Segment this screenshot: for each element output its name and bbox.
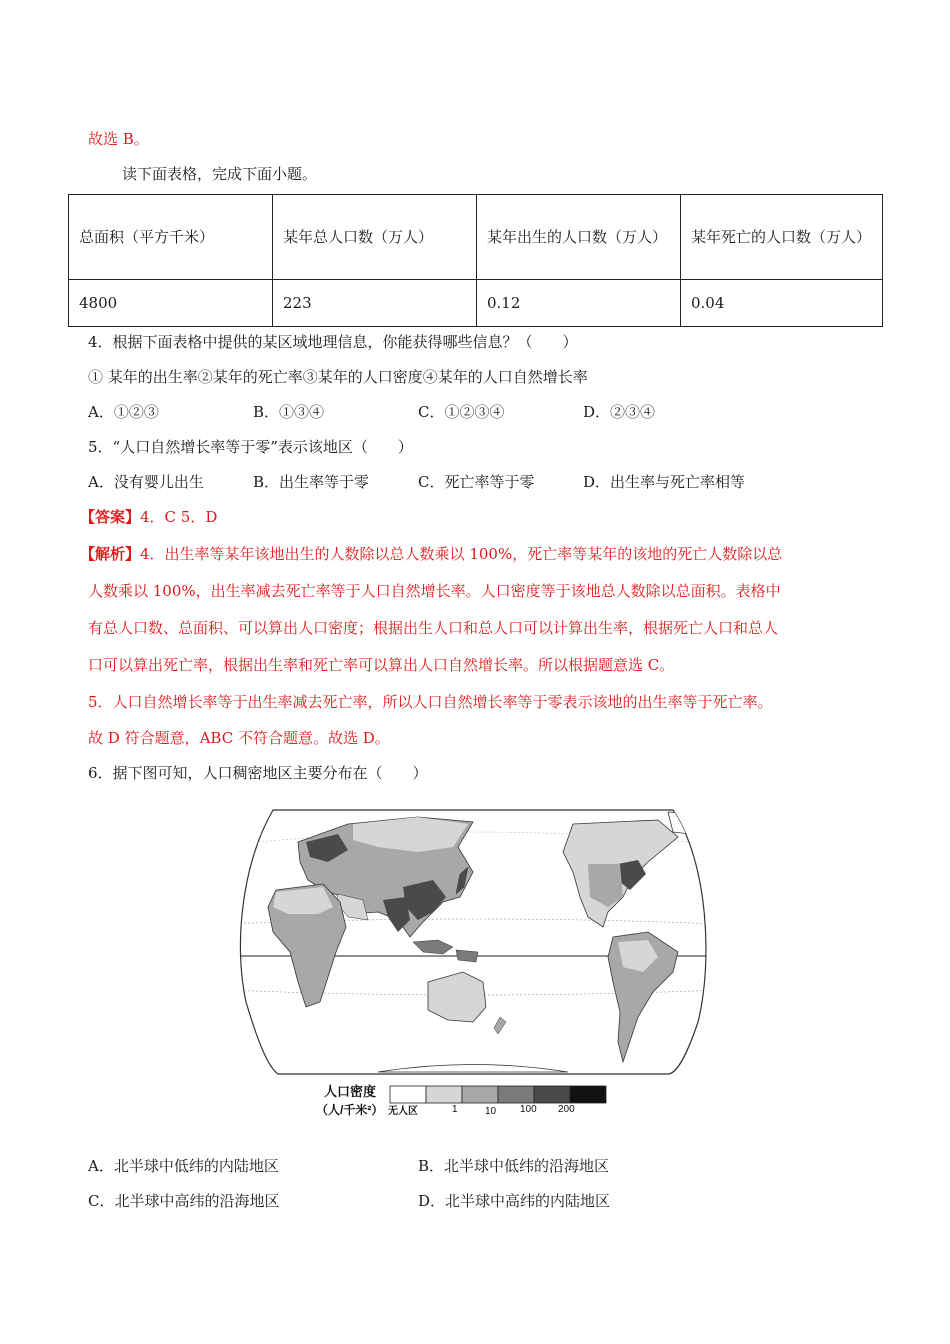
legend-title-2: （人/千米²）: [316, 1103, 384, 1117]
legend-label-10: 10: [485, 1106, 497, 1117]
answer-text: 4．C 5．D: [140, 508, 218, 526]
table-cell: 0.04: [681, 280, 883, 327]
map-legend: [316, 1084, 606, 1117]
question-4-option-d: D．②③④: [583, 403, 656, 421]
question-6-option-a: A．北半球中低纬的内陆地区: [88, 1157, 279, 1175]
table-header-cell: 某年出生的人口数（万人）: [477, 195, 681, 280]
australia-land: [428, 972, 486, 1022]
greenland-land: [668, 812, 698, 834]
legend-swatch: [390, 1086, 426, 1103]
region-data-table: [68, 194, 883, 327]
analysis-line-3: 有总人口数、总面积、可以算出人口密度；根据出生人口和总人口可以计算出生率，根据死亡人口和总人: [88, 619, 779, 637]
table-cell: 0.12: [477, 280, 681, 327]
question-5-option-d: D．出生率与死亡率相等: [583, 473, 746, 491]
question-6-stem: 6．据下图可知，人口稠密地区主要分布在（ ）: [88, 764, 428, 782]
legend-label-none: 无人区: [388, 1106, 418, 1117]
analysis-line-4: 口可以算出死亡率，根据出生率和死亡率可以算出人口自然增长率。所以根据题意选 C。: [88, 656, 675, 674]
analysis-line-2: 人数乘以 100%，出生率减去死亡率等于人口自然增长率。人口密度等于该地总人数除以总面积。表格中: [88, 582, 781, 600]
question-4-items: ① 某年的出生率②某年的死亡率③某年的人口密度④某年的人口自然增长率: [88, 368, 588, 386]
table-cell: 4800: [69, 280, 273, 327]
question-6-option-d: D．北半球中高纬的内陆地区: [418, 1192, 611, 1210]
table-header-row: [69, 195, 883, 280]
legend-label-200: 200: [558, 1104, 575, 1115]
intro-text: 读下面表格，完成下面小题。: [122, 165, 318, 183]
answer-tag: 【答案】: [80, 508, 141, 526]
question-4-option-b: B．①③④: [253, 403, 325, 421]
question-5-option-b: B．出生率等于零: [253, 473, 370, 491]
question-5-option-a: A．没有婴儿出生: [88, 473, 204, 491]
question-6-option-c: C．北半球中高纬的沿海地区: [88, 1192, 280, 1210]
question-4-option-a: A．①②③: [88, 403, 159, 421]
question-4-stem: 4．根据下面表格中提供的某区域地理信息，你能获得哪些信息？（ ）: [88, 333, 578, 351]
question-5-option-c: C．死亡率等于零: [418, 473, 535, 491]
table-row: [69, 280, 883, 327]
question-5-stem: 5．“人口自然增长率等于零”表示该地区（ ）: [88, 438, 413, 456]
previous-conclusion: 故选 B。: [88, 130, 149, 148]
analysis-line-1: [80, 543, 782, 564]
legend-swatch: [498, 1086, 534, 1103]
legend-swatch: [462, 1086, 498, 1103]
legend-swatch: [570, 1086, 606, 1103]
analysis-text: 4．出生率等某年该地出生的人数除以总人数乘以 100%，死亡率等某年的该地的死亡人数除以总: [140, 545, 783, 563]
table-header-cell: 某年总人口数（万人）: [273, 195, 477, 280]
question-6-option-b: B．北半球中低纬的沿海地区: [418, 1157, 610, 1175]
analysis-tag: 【解析】: [80, 545, 141, 563]
legend-swatch: [534, 1086, 570, 1103]
legend-swatch: [426, 1086, 462, 1103]
legend-label-1: 1: [452, 1104, 458, 1115]
question-4-option-c: C．①②③④: [418, 403, 505, 421]
table-header-cell: 某年死亡的人口数（万人）: [681, 195, 883, 280]
table-header-cell: 总面积（平方千米）: [69, 195, 273, 280]
population-density-map: [228, 802, 718, 1131]
analysis-line-6: 故 D 符合题意，ABC 不符合题意。故选 D。: [88, 729, 390, 747]
table-cell: 223: [273, 280, 477, 327]
analysis-line-5: 5．人口自然增长率等于出生率减去死亡率，所以人口自然增长率等于零表示该地的出生率等于死亡率。: [88, 693, 773, 711]
legend-title-1: 人口密度: [324, 1084, 377, 1099]
answer-line: [80, 506, 217, 527]
legend-label-100: 100: [520, 1104, 537, 1115]
